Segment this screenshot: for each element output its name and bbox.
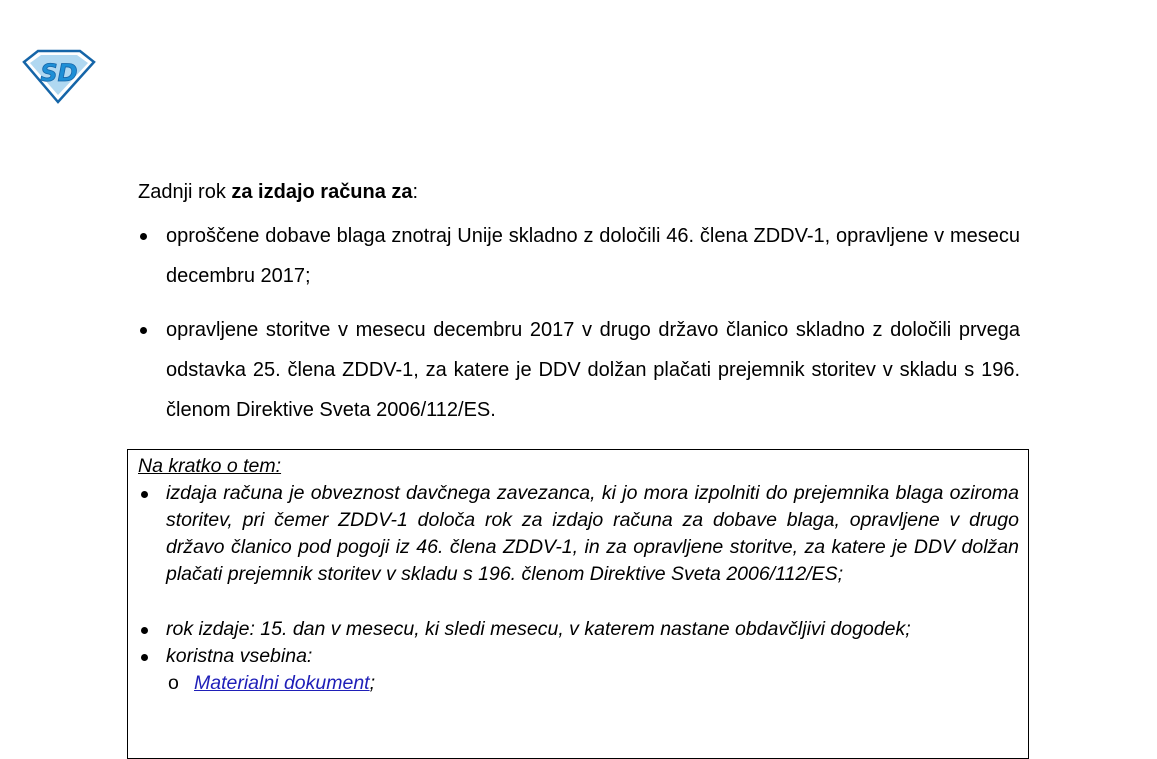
intro-text-colon: : xyxy=(412,181,419,203)
summary-title: Na kratko o tem: xyxy=(138,455,282,477)
list-item xyxy=(138,216,1020,296)
summary-item-text: rok izdaje: 15. dan v mesecu, ki sledi mesecu, v katerem nastane obdavčljivi dogodek; xyxy=(166,618,911,640)
resource-list xyxy=(166,670,1019,697)
bullet-icon xyxy=(141,654,148,661)
resource-suffix: ; xyxy=(369,672,376,694)
summary-item xyxy=(138,616,1019,643)
bullet-icon xyxy=(141,491,148,498)
bullet-icon xyxy=(140,233,147,240)
summary-list xyxy=(138,480,1019,697)
summary-item-text: izdaja računa je obveznost davčnega zavezanca, ki jo mora izpolniti do prejemnika blaga oziroma storitev, pri čemer ZDDV-1 določa rok za izdajo računa za dobave blaga, opravljene v drugo državo članico pod pogoji iz 46. člena ZDDV-1, in za opravljene storitve, za katere je DDV dolžan plačati prejemnik storitev v skladu s 196. členom Direktive Sveta 2006/112/ES; xyxy=(166,482,1019,585)
list-item xyxy=(138,310,1020,430)
intro-text-a: Zadnji rok xyxy=(138,181,232,203)
logo-letters: SD xyxy=(40,59,78,87)
summary-item-text: koristna vsebina: xyxy=(166,645,313,667)
resource-item xyxy=(166,670,1019,697)
summary-box xyxy=(127,449,1029,759)
company-logo xyxy=(22,48,96,104)
list-item-text: opravljene storitve v mesecu decembru 2017 v drugo državo članico skladno z določili prvega odstavka 25. člena ZDDV-1, za katere je DDV dolžan plačati prejemnik storitev v skladu s 196. členom Direktive Sveta 2006/112/ES. xyxy=(166,319,1020,421)
bullet-icon xyxy=(141,627,148,634)
deadline-list xyxy=(138,216,1020,430)
intro-section xyxy=(138,178,1020,444)
bullet-icon xyxy=(140,327,147,334)
circle-bullet-icon: o xyxy=(168,672,179,694)
list-item-text: oproščene dobave blaga znotraj Unije skladno z določili 46. člena ZDDV-1, opravljene v mesecu decembru 2017; xyxy=(166,225,1020,287)
intro-text-bold: za izdajo računa za xyxy=(231,181,413,203)
materialni-dokument-link[interactable]: Materialni dokument xyxy=(194,672,370,694)
intro-heading xyxy=(138,178,1020,206)
summary-item xyxy=(138,480,1019,588)
summary-item xyxy=(138,643,1019,697)
